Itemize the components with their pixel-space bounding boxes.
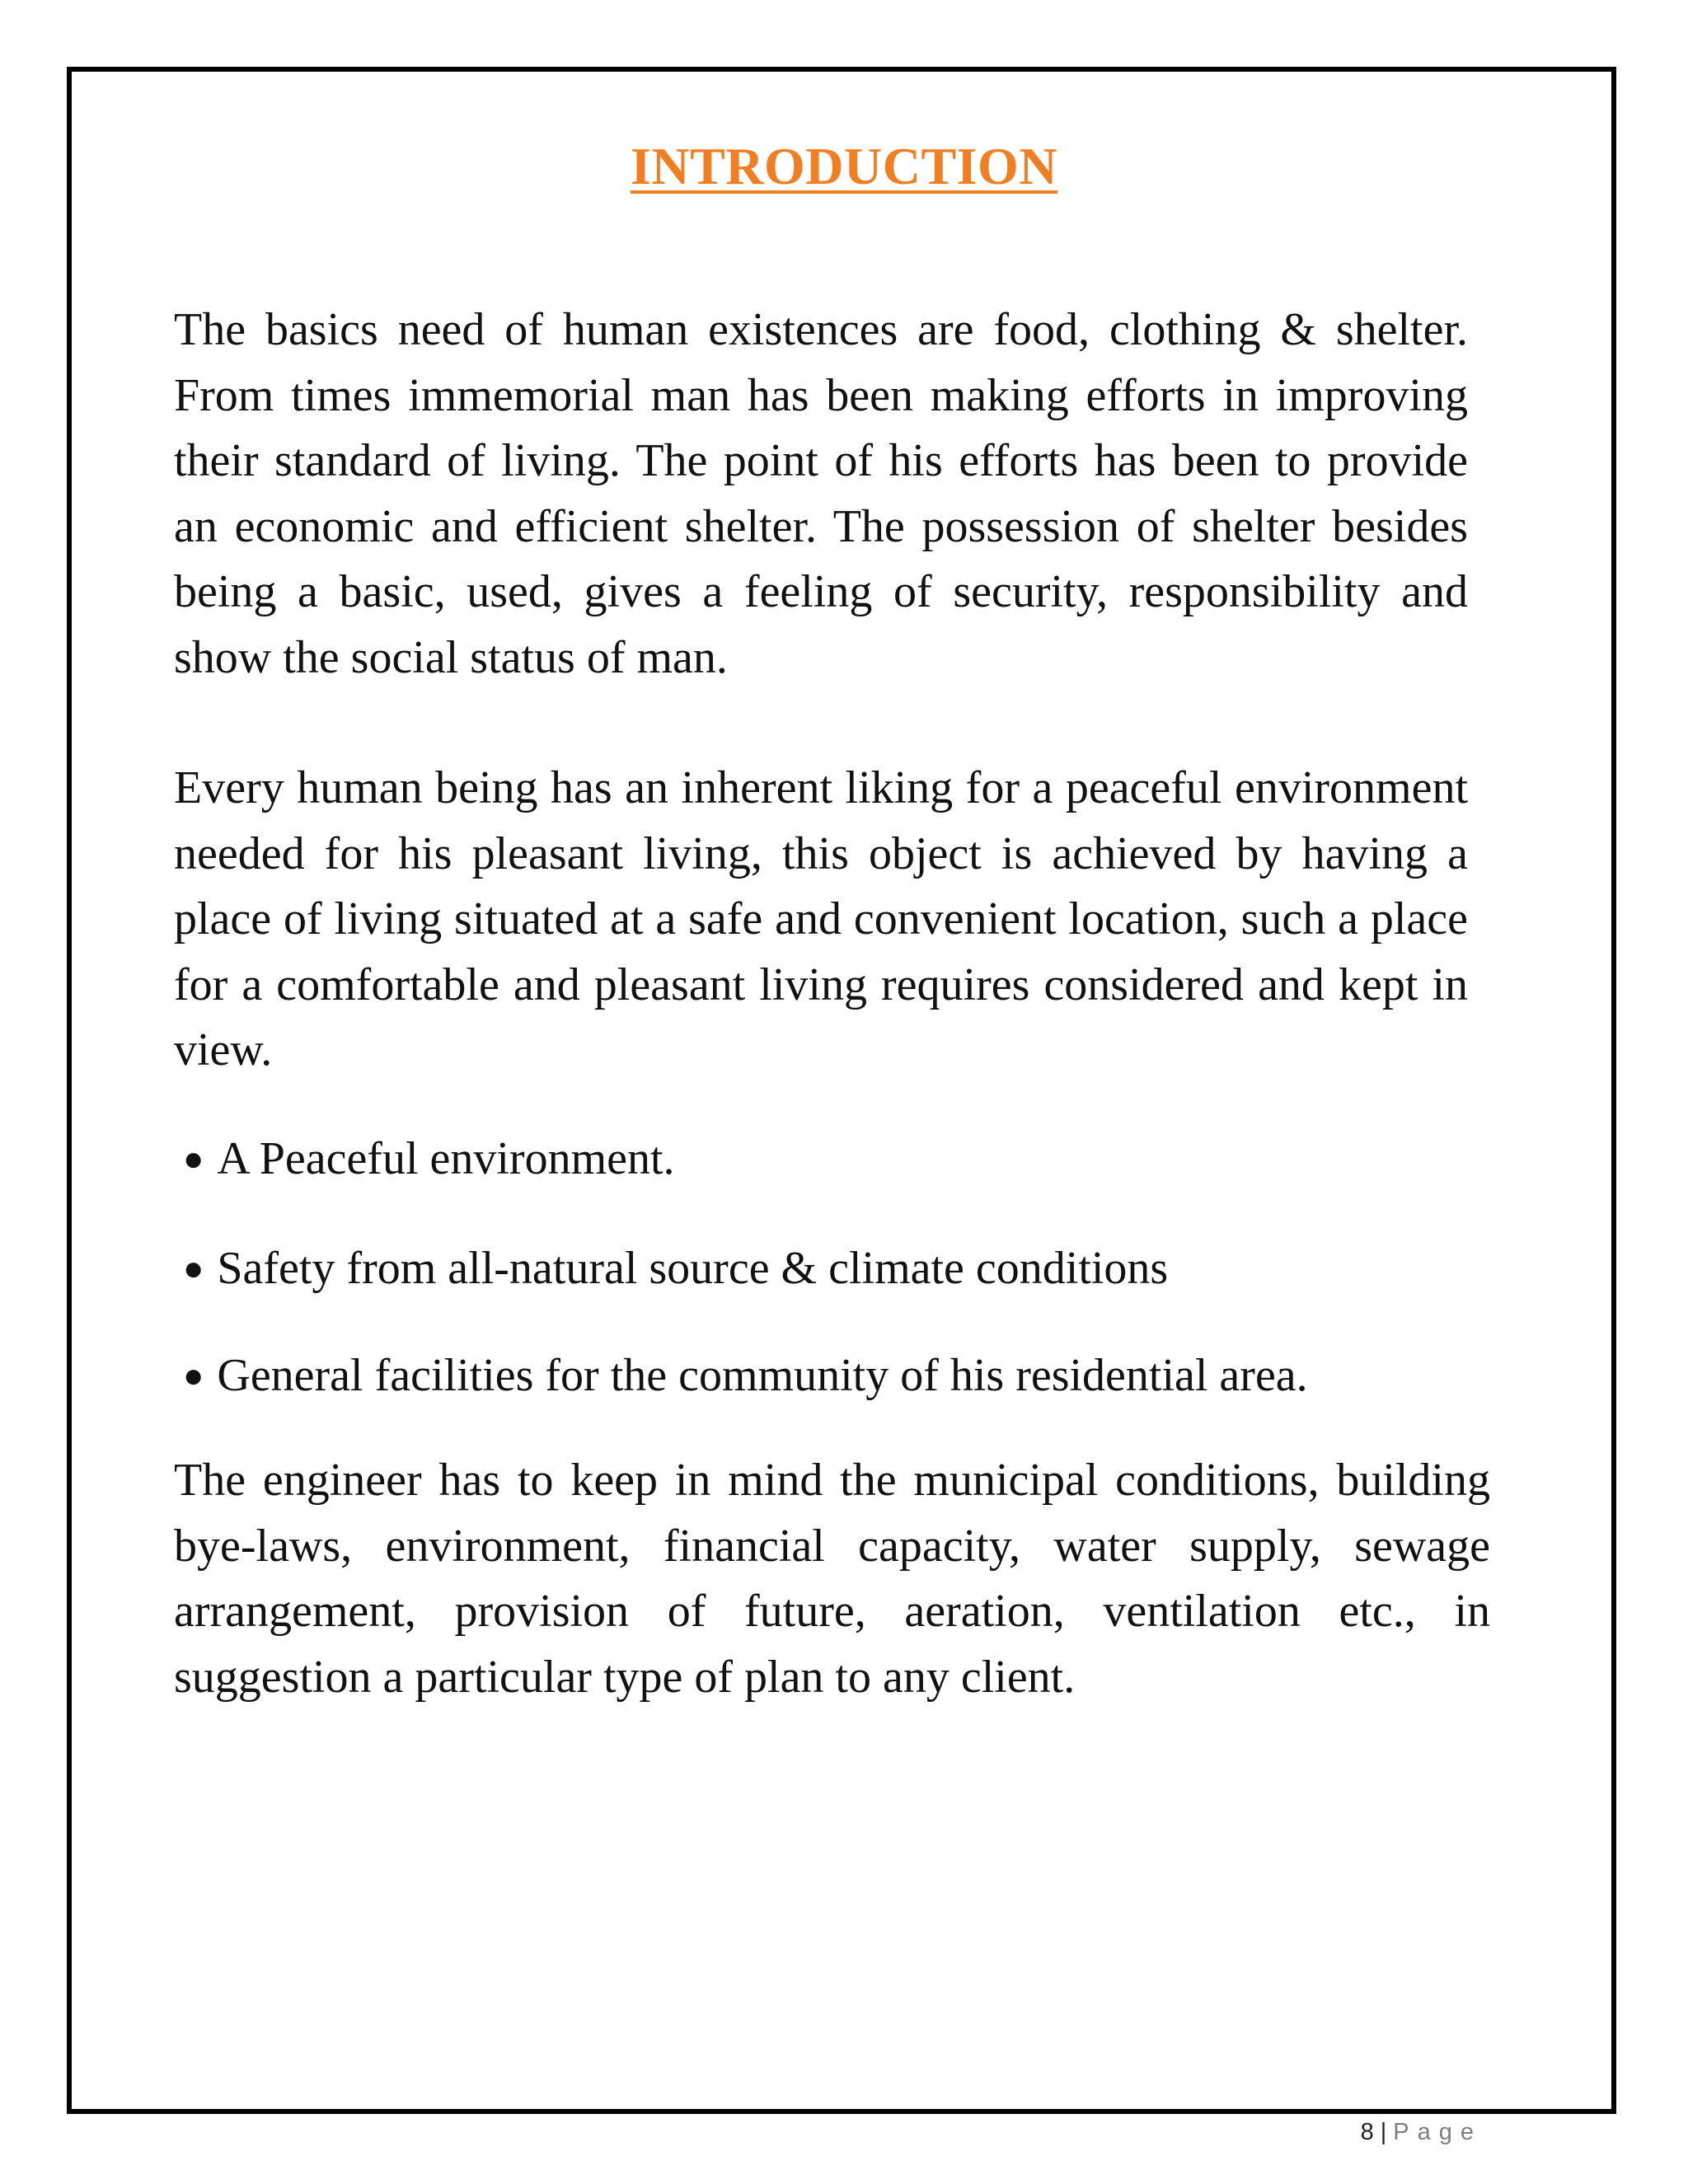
bullet-dot-icon: ● xyxy=(183,1357,204,1395)
bullet-item xyxy=(183,1127,675,1193)
page-label: Page xyxy=(1393,2119,1482,2145)
bullet-dot-icon: ● xyxy=(183,1250,204,1288)
page-title: INTRODUCTION xyxy=(630,137,1058,195)
bullet-item xyxy=(183,1236,1168,1303)
paragraph-engineer: The engineer has to keep in mind the municipal conditions, building bye-laws, environment, financial capacity, water supply, sewage arrangement, provision of future, aeration, ventilation etc., in suggestion a particular type of plan to any client. xyxy=(174,1455,1490,1703)
bullet-text: A Peaceful environment. xyxy=(217,1133,675,1184)
bullet-item xyxy=(183,1343,1308,1410)
footer-separator: | xyxy=(1380,2119,1387,2145)
bullet-text: Safety from all-natural source & climate conditions xyxy=(217,1243,1169,1294)
bullet-dot-icon: ● xyxy=(183,1141,204,1179)
paragraph-intro: The basics need of human existences are food, clothing & shelter. From times immemorial man has been making efforts in improving their standard of living. The point of his efforts has been to provide an economic and efficient shelter. The possession of shelter besides being a basic, used, gives a feeling of security, responsibility and show the social status of man. xyxy=(174,304,1468,683)
paragraph-environment: Every human being has an inherent liking for a peaceful environment needed for his pleasant living, this object is achieved by having a place of living situated at a safe and convenient location, such a place for a comfortable and pleasant living requires considered and kept in view. xyxy=(174,762,1468,1076)
page-footer xyxy=(1361,2119,1482,2146)
bullet-text: General facilities for the community of his residential area. xyxy=(217,1350,1308,1401)
page-number: 8 xyxy=(1360,2119,1374,2145)
